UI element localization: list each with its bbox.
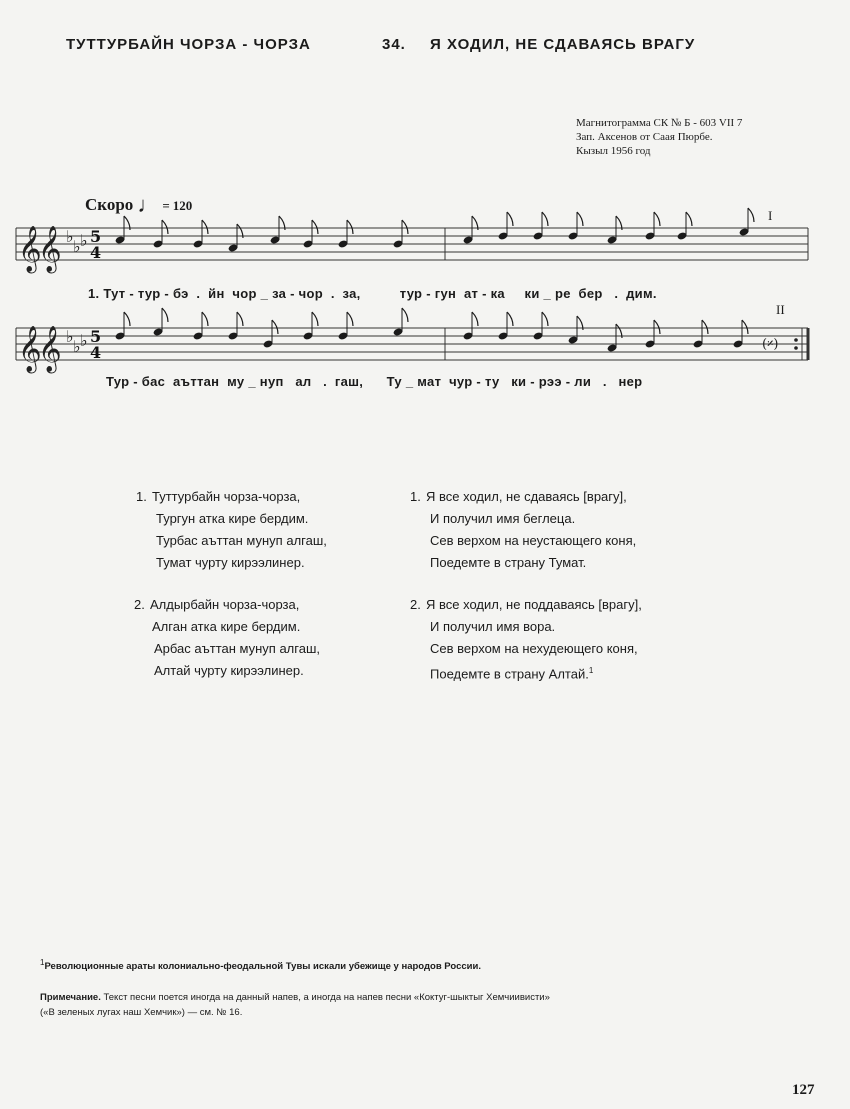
flat-icon: ♭ [80,231,88,250]
note-flag [272,320,278,334]
page-number: 127 [792,1082,815,1098]
note-flag [542,312,548,326]
note-flag [162,220,168,234]
note-flag [124,312,130,326]
svg-text:4: 4 [90,243,102,262]
note-flag [312,312,318,326]
svg-text:4: 4 [90,343,102,362]
verse-number: 1. [136,489,147,504]
page-header [66,36,786,53]
verse-russian-1 [410,486,636,574]
note-flag [162,308,168,322]
note-flag [748,208,754,222]
footnote-marker: 1 [40,958,45,967]
verse-russian-2 [410,594,642,685]
key-signature [66,227,88,356]
note-flag [472,312,478,326]
verse-line: Алтай чурту кирээлинер. [154,663,304,678]
note-flag [312,220,318,234]
title-russian: Я ХОДИЛ, НЕ СДАВАЯСЬ ВРАГУ [430,36,696,53]
note-flag [237,312,243,326]
svg-text:5: 5 [90,327,102,346]
lyrics-line-one: 1. Тут - тур - бэ . йн чор _ за - чор . за, тур - гун ат - ка ки _ ре бер . дим. [88,286,657,301]
verse-line: Алган атка кире бердим. [152,619,301,634]
verse-line: Туттурбайн чорза-чорза, [152,489,301,504]
note-flag [347,312,353,326]
verse-tuvan-2 [134,594,320,682]
note-flag [654,212,660,226]
verse-line: Я все ходил, не поддаваясь [врагу], [426,597,642,612]
staff-two [16,328,808,360]
footnote-text: Революционные араты колониально-феодальной Тувы искали убежище у народов России. [44,961,481,973]
treble-clef-icon: 𝄞 [18,326,42,372]
note-flag [202,312,208,326]
recording-source [576,116,826,158]
section-marker-one: I [768,208,773,223]
note-label: Примечание. [40,992,101,1003]
flat-icon: ♭ [80,331,88,350]
note-flag [507,312,513,326]
note-flag [686,212,692,226]
notes-staff-two [115,308,748,353]
source-line-3: Кызыл 1956 год [576,145,651,157]
verse-line: Сев верхом на неустающего коня, [430,533,637,548]
note-text: Текст песни поется иногда на данный напев, а иногда на напев песни «Коктуг-шыктыг Хемчиивисти» [103,992,550,1003]
note-flag [347,220,353,234]
note-flag [577,212,583,226]
footnote [40,958,830,972]
note-text-2: («В зеленых лугах наш Хемчик») — см. № 16. [40,1007,243,1018]
staff-one [16,228,808,260]
flat-icon: ♭ [73,237,81,256]
source-line-1: Магнитограмма СК № Б - 603 VII 7 [576,117,743,129]
section-marker-two: II [776,302,785,317]
treble-clef-icon: 𝄞 [18,226,42,272]
note-flag [702,320,708,334]
note-flag [542,212,548,226]
flat-icon: ♭ [66,227,74,246]
treble-clef-icon: 𝄞 [38,226,62,272]
verse-number: 2. [410,597,421,612]
verse-number: 1. [410,489,421,504]
tempo-word: Скоро [85,195,134,214]
note-flag [507,212,513,226]
title-tuvan: ТУТТУРБАЙН ЧОРЗА - ЧОРЗА [66,36,311,53]
svg-text:5: 5 [90,227,102,246]
quarter-note-icon: ♩ [137,192,160,217]
verse-line: Я все ходил, не сдаваясь [врагу], [426,489,627,504]
verse-line: Алдырбайн чорза-чорза, [150,597,300,612]
verse-line: Тургун атка кире бердим. [156,511,309,526]
notes-staff-one [115,208,754,253]
verse-tuvan-1 [136,486,327,574]
clefs [18,226,62,374]
tempo-value-prefix: = [162,198,170,213]
flat-icon: ♭ [73,337,81,356]
note-flag [202,220,208,234]
song-number: 34. [382,36,406,53]
note-flag [742,320,748,334]
verse-line: Сев верхом на нехудеющего коня, [430,641,638,656]
tempo-value: 120 [172,198,193,213]
footnote-ref: 1 [588,666,594,675]
verse-number: 2. [134,597,145,612]
lyrics-line-two: Тур - бас аъттан му _ нуп ал . гаш, Ту _ мат чур - ту ки - рээ - ли . нер [106,374,643,389]
treble-clef-icon: 𝄞 [38,326,62,372]
source-line-2: Зап. Аксенов от Саая Пюрбе. [576,131,713,143]
verse-line: И получил имя беглеца. [430,511,576,526]
note-flag [654,320,660,334]
verse-line: Турбас аъттан мунуп алгаш, [156,533,327,548]
note [40,990,830,1020]
note-flag [402,308,408,322]
verse-line: Поедемте в страну Тумат. [430,555,587,570]
note-flag [402,220,408,234]
verse-line: Поедемте в страну Алтай. [430,666,589,682]
flat-icon: ♭ [66,327,74,346]
verse-line: Тумат чурту кирээлинер. [156,555,305,570]
svg-text:(𝄎): (𝄎) [762,337,779,352]
verse-line: Арбас аъттан мунуп алгаш, [154,641,320,656]
verse-line: И получил имя вора. [430,619,556,634]
